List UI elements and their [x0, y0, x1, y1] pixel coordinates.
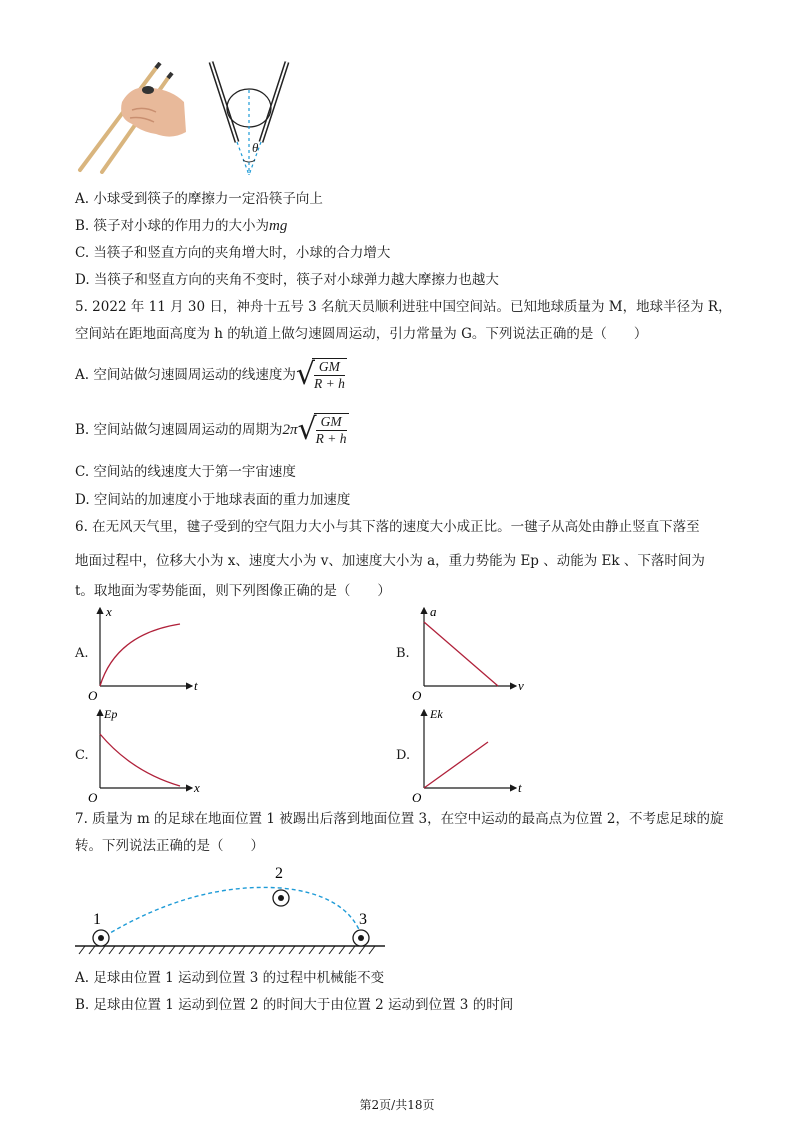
q4-option-a: A. 小球受到筷子的摩擦力一定沿筷子向上 — [75, 191, 323, 207]
graph-c — [88, 706, 208, 806]
q4-option-b-math: mg — [269, 218, 288, 234]
graph-d-origin: O — [412, 790, 422, 805]
sqrt-sign: √ — [297, 412, 317, 447]
q5-option-a — [75, 356, 347, 394]
graph-a-label: A. — [75, 646, 89, 661]
graph-d-label: D. — [396, 748, 411, 763]
graph-a-x-axis: t — [194, 678, 198, 693]
graph-c-x-axis: x — [194, 780, 200, 795]
graph-c-label: C. — [75, 748, 89, 763]
q4-option-b-text: B. 筷子对小球的作用力的大小为 — [75, 218, 270, 234]
q5-option-b-text: B. 空间站做匀速圆周运动的周期为 — [75, 422, 283, 438]
ball-position-2 — [273, 890, 289, 906]
q5-option-c: C. 空间站的线速度大于第一宇宙速度 — [75, 464, 296, 480]
q5-option-a-text: A. 空间站做匀速圆周运动的线速度为 — [75, 367, 296, 383]
graph-d-y-axis: Ek — [430, 707, 443, 721]
position-label-1: 1 — [93, 911, 101, 928]
position-label-2: 2 — [275, 865, 283, 882]
q7-option-b: B. 足球由位置 1 运动到位置 2 的时间大于由位置 2 运动到位置 3 的时间 — [75, 997, 514, 1013]
sqrt-sign: √ — [295, 357, 315, 392]
graph-b-y-axis: a — [430, 604, 437, 619]
ball-position-1 — [93, 930, 109, 946]
q5-b-coefficient: 2π — [282, 422, 298, 438]
graph-c-origin: O — [88, 790, 98, 805]
frac-denominator: R + h — [315, 431, 347, 446]
graph-b-origin: O — [412, 688, 422, 703]
graph-b-x-axis: v — [518, 678, 524, 693]
graph-d-x-axis: t — [518, 780, 522, 795]
graph-c-y-axis: Ep — [104, 707, 118, 721]
q4-option-b — [75, 217, 287, 235]
graph-a-y-axis: x — [106, 604, 112, 619]
frac-denominator: R + h — [313, 376, 345, 391]
graph-a — [88, 604, 208, 704]
ball-position-3 — [353, 930, 369, 946]
q7-option-a: A. 足球由位置 1 运动到位置 3 的过程中机械能不变 — [75, 970, 385, 986]
graph-b — [412, 604, 532, 704]
q5-stem-line2: 空间站在距地面高度为 h 的轨道上做匀速圆周运动，引力常量为 G。下列说法正确的是（ ） — [75, 326, 648, 342]
frac-numerator: GM — [314, 359, 345, 376]
q5-a-fraction — [314, 359, 345, 392]
q7-stem-line2: 转。下列说法正确的是（ ） — [75, 838, 264, 854]
angle-label: θ — [252, 140, 259, 155]
q5-b-fraction — [316, 414, 347, 447]
graph-b-label: B. — [396, 646, 410, 661]
q7-stem-line1: 7. 质量为 m 的足球在地面位置 1 被踢出后落到地面位置 3，在空中运动的最高点为位置 2，不考虑足球的旋 — [75, 811, 724, 827]
q5-option-b — [75, 410, 349, 450]
q6-stem-line3: t。取地面为零势能面，则下列图像正确的是（ ） — [75, 583, 391, 599]
q5-stem-line1: 5. 2022 年 11 月 30 日，神舟十五号 3 名航天员顺利进驻中国空间站。已知地球质量为 M，地球半径为 R， — [75, 299, 732, 315]
q4-option-c: C. 当筷子和竖直方向的夹角增大时，小球的合力增大 — [75, 245, 391, 261]
graph-d — [412, 706, 532, 806]
q6-stem-line1: 6. 在无风天气里，毽子受到的空气阻力大小与其下落的速度大小成正比。一毽子从高处由静止竖直下落至 — [75, 519, 700, 535]
ball-between-chopsticks-diagram — [205, 60, 295, 178]
q6-stem-line2: 地面过程中，位移大小为 x、速度大小为 v、加速度大小为 a，重力势能为 Ep 、动能为 Ek 、下落时间为 — [75, 553, 705, 569]
chopsticks-hand-figure — [72, 62, 197, 174]
q4-option-d: D. 当筷子和竖直方向的夹角不变时，筷子对小球弹力越大摩擦力也越大 — [75, 272, 499, 288]
graph-a-origin: O — [88, 688, 98, 703]
page-footer: 第2页/共18页 — [359, 1098, 435, 1112]
q5-option-d: D. 空间站的加速度小于地球表面的重力加速度 — [75, 492, 351, 508]
football-trajectory-diagram — [75, 862, 395, 962]
position-label-3: 3 — [359, 911, 367, 928]
frac-numerator: GM — [316, 414, 347, 431]
